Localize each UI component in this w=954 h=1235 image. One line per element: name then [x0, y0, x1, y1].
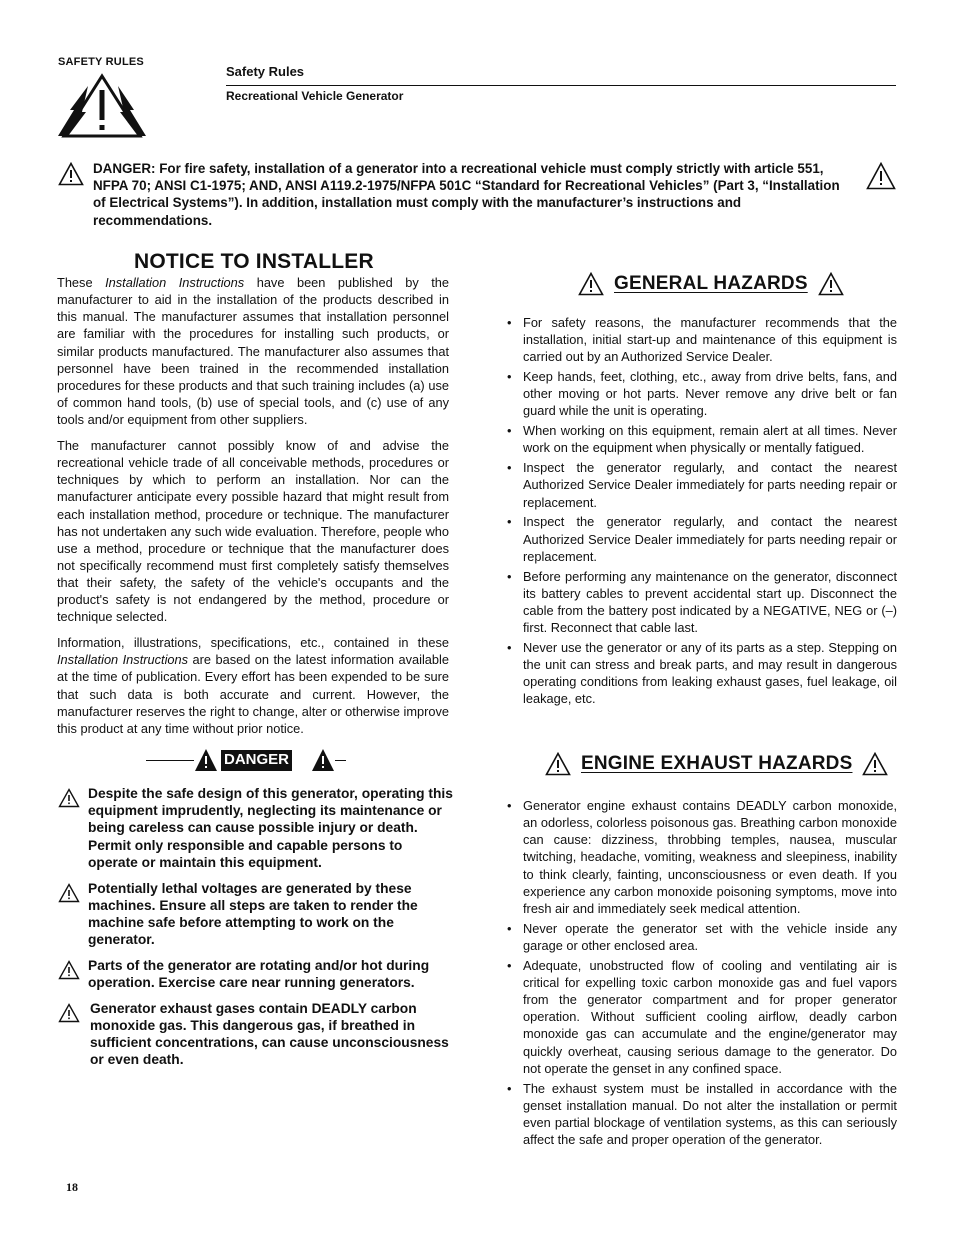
notice-paragraph-1 — [57, 274, 449, 428]
text: Information, illustrations, specifications, etc., contained in these — [57, 635, 449, 651]
danger-item-text: Generator exhaust gases contain DEADLY carbon monoxide gas. This dangerous gas, if breathed in sufficient concentrations, can cause unconsciousness or even death. — [90, 1000, 449, 1068]
italic-text: Installation Instructions — [105, 275, 245, 290]
list-item: • Keep hands, feet, clothing, etc., away from drive belts, fans, and other moving or hot parts. Never remove any drive belt or fan guard while the unit is operating. — [505, 368, 897, 419]
lightning-warning-icon — [58, 72, 148, 140]
italic-text: Installation Instructions — [57, 652, 189, 668]
danger-item-text: Potentially lethal voltages are generated by these machines. Ensure all steps are taken to render the machine safe before attempting to work on the generator. — [88, 880, 418, 948]
danger-item — [58, 785, 453, 871]
notice-body — [57, 274, 449, 746]
warning-triangle-icon — [58, 883, 80, 903]
list-item: • Never operate the generator set with the vehicle inside any garage or other enclosed area. — [505, 920, 897, 954]
header-rule — [226, 85, 896, 86]
notice-paragraph-2: The manufacturer cannot possibly know of and advise the recreational vehicle trade of all conceivable methods, procedures or techniques by which to perform an installation. Nor can the manufacturer anticipate every possible hazard that might result from each installation method, procedure or technique. The manufacturer has not undertaken any such wide evaluation. Therefore, people who use a method, procedure or technique that the manufacturer does not specifically recommend must first completely satisfy themselves that their safety, the safety of the vehicle's occupants and the product's safety is not endangered by the method, procedure or technique selected. — [57, 437, 449, 625]
list-item: • The exhaust system must be installed in accordance with the genset installation manual. Do not alter the installation or permit even partial blockage of ventilation systems, as this can seriously affect the safe and proper operation of the generator. — [505, 1080, 897, 1149]
danger-item — [58, 957, 453, 991]
general-hazards-heading — [578, 272, 844, 296]
warning-triangle-icon — [58, 960, 80, 980]
warning-triangle-icon — [545, 752, 571, 776]
text: These — [57, 275, 106, 290]
list-item: • Before performing any maintenance on the generator, disconnect its battery cables to prevent accidental start up. Disconnect the cable from the battery post indicated by a NEGATIVE, NEG or (–) first. Reconnect that cable last. — [505, 568, 897, 637]
general-hazards-list — [505, 314, 897, 710]
danger-list — [58, 785, 453, 1077]
engine-exhaust-heading — [545, 752, 888, 776]
notice-paragraph-3 — [57, 634, 449, 737]
danger-label: DANGER — [221, 750, 292, 771]
logo-label: SAFETY RULES — [58, 56, 144, 68]
top-danger-text: DANGER: For fire safety, installation of a generator into a recreational vehicle must comply strictly with article 551, NFPA 70; ANSI C1-1975; AND, ANSI A119.2-1975/NFPA 501C “Standard for Recreational Vehicles” (Part 3, “Installation of Electrical Systems”). In addition, installation must comply with the manufacturer’s instructions and recommendations. — [93, 161, 840, 228]
engine-exhaust-title: ENGINE EXHAUST HAZARDS — [581, 753, 853, 774]
list-item: • Inspect the generator regularly, and contact the nearest Authorized Service Dealer immediately for parts needing repair or replacement. — [505, 513, 897, 564]
danger-item — [58, 880, 453, 949]
warning-triangle-icon — [58, 788, 80, 808]
filled-warning-icon — [194, 748, 218, 772]
page-number: 18 — [66, 1180, 78, 1194]
list-item: • Adequate, unobstructed flow of cooling and ventilating air is critical for expelling toxic carbon monoxide gas and fuel vapors from the generator compartment and for proper generator operation. Without sufficient cooling airflow, deadly carbon monoxide gas can accumulate and the engine/generator may quickly overheat, causing serious damage to the generator. Do not operate the genset in any confined space. — [505, 957, 897, 1077]
filled-warning-icon — [311, 748, 335, 772]
list-item: • Never use the generator or any of its parts as a step. Stepping on the unit can stress and break parts, and may result in dangerous operating conditions from leaking exhaust gases, fuel leakage, oil leakage, etc. — [505, 639, 897, 708]
list-item: • For safety reasons, the manufacturer recommends that the installation, initial start-up and maintenance of this equipment is carried out by an Authorized Service Dealer. — [505, 314, 897, 365]
list-item: • When working on this equipment, remain alert at all times. Never work on the equipment when physically or mentally fatigued. — [505, 422, 897, 456]
list-item: • Inspect the generator regularly, and contact the nearest Authorized Service Dealer immediately for parts needing repair or replacement. — [505, 459, 897, 510]
list-item: • Generator engine exhaust contains DEADLY carbon monoxide, an odorless, colorless poisonous gas. Breathing carbon monoxide can cause: dizziness, throbbing temples, nausea, muscular twitching, headache, vomiting, weakness and sleepiness, inability to think clearly, fainting, unconsciousness or even death. If you experience any carbon monoxide poisoning symptoms, move into fresh air and immediately seek medical attention. — [505, 797, 897, 917]
warning-triangle-icon — [58, 162, 84, 186]
general-hazards-title: GENERAL HAZARDS — [614, 273, 808, 294]
header-subtitle: Recreational Vehicle Generator — [226, 89, 404, 103]
warning-triangle-icon — [862, 752, 888, 776]
warning-triangle-icon — [866, 162, 896, 190]
warning-triangle-icon — [818, 272, 844, 296]
warning-triangle-icon — [578, 272, 604, 296]
danger-banner — [146, 748, 346, 774]
danger-item — [58, 1000, 453, 1069]
safety-rules-logo — [58, 56, 150, 140]
notice-title: NOTICE TO INSTALLER — [134, 250, 374, 273]
engine-exhaust-list — [505, 797, 897, 1151]
danger-item-text: Parts of the generator are rotating and/or hot during operation. Exercise care near running generators. — [88, 957, 430, 991]
header-title: Safety Rules — [226, 64, 305, 79]
text: have been published by the manufacturer to aid in the installation of the products described in this manual. The manufacturer assumes that installation personnel are familiar with the procedures for installing such products, or similar products manufactured. The manufacturer also assumes that personnel have been trained in the recommended installation procedures for these products and that such training includes (a) use of common hand tools, (b) use of special tools, and (c) use of any tools and/or equipment from other suppliers. — [57, 275, 450, 428]
danger-item-text: Despite the safe design of this generator, operating this equipment imprudently, neglecting its maintenance or being careless can cause possible injury or death. Permit only responsible and capable persons to operate or maintain this equipment. — [88, 786, 453, 870]
warning-triangle-icon — [58, 1003, 80, 1023]
banner-rule-right — [335, 760, 346, 761]
banner-rule-left — [146, 760, 194, 761]
text: are based on the latest information available at the time of publication. Every effort has been expended to be sure that such data is both accurate and current. However, the manufacturer reserves the right to change, alter or otherwise improve this product at any time without prior notice. — [57, 652, 449, 736]
